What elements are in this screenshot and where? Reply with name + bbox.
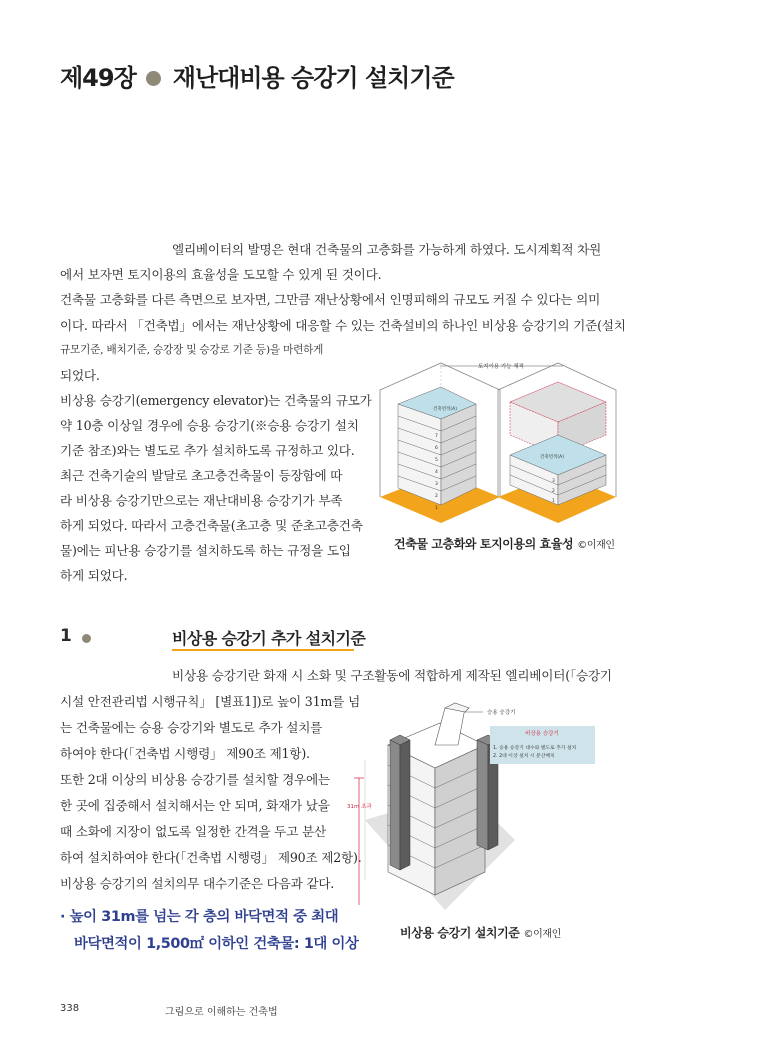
- section-line: 시설 안전관리법 시행규칙」 [별표1])로 높이 31m를 넘: [60, 694, 360, 709]
- floor-number: 4: [435, 470, 438, 475]
- floor-number: 5: [435, 458, 438, 463]
- section-line: 하여야 한다(「건축법 시행령」 제90조 제1항).: [60, 746, 310, 761]
- area-label: 건축면적(A): [433, 407, 457, 412]
- figure2-caption: [400, 924, 561, 941]
- tall-building-diagram: [380, 363, 500, 523]
- caption-text: 건축물 고층화와 토지이용의 효율성: [394, 537, 574, 551]
- floor-number: 3: [435, 482, 438, 487]
- floor-number: 3: [552, 479, 555, 484]
- intro-line: 규모기준, 배치기준, 승강장 및 승강로 기준 등)을 마련하게: [60, 344, 324, 356]
- intro-line: 하게 되었다. 따라서 고층건축물(초고층 및 준초고층건축: [60, 518, 363, 533]
- section-number: 1: [60, 626, 72, 646]
- intro-line: 하게 되었다.: [60, 568, 128, 583]
- intro-line: 최근 건축기술의 발달로 초고층건축물이 등장함에 따: [60, 468, 343, 483]
- passenger-elevator-label: 승용 승강기: [487, 710, 516, 716]
- floor-number: 1: [552, 499, 555, 504]
- intro-line: 기준 참조)와는 별도로 추가 설치하도록 규정하고 있다.: [60, 443, 355, 458]
- page-number: 338: [60, 1003, 80, 1014]
- legend-title: 비상용 승강기: [525, 731, 559, 737]
- title-dot-icon: [146, 71, 161, 86]
- wide-building-diagram: [498, 363, 616, 523]
- bullet-line: 바닥면적이 1,500㎡ 이하인 건축물: 1대 이상: [74, 936, 359, 952]
- intro-line: 약 10층 이상일 경우에 승용 승강기(※승용 승강기 설치: [60, 418, 359, 433]
- caption-credit: ©이재인: [523, 929, 561, 940]
- section-underline: [172, 649, 354, 651]
- intro-line: 물)에는 피난용 승강기를 설치하도록 하는 규정을 도입: [60, 543, 351, 558]
- chapter-heading: 재난대비용 승강기 설치기준: [172, 64, 454, 92]
- volume-label: 토지이용 가능 체적: [477, 364, 525, 370]
- floor-number: 1: [435, 506, 438, 511]
- floor-number: 6: [435, 446, 438, 451]
- intro-line: 건축물 고층화를 다른 측면으로 보자면, 그만큼 재난상황에서 인명피해의 규모도 커질 수 있다는 의미: [60, 292, 601, 307]
- section-line: 한 곳에 집중해서 설치해서는 안 되며, 화재가 났을: [60, 798, 330, 813]
- intro-line: 되었다.: [60, 368, 100, 383]
- height-label: 31m 초과: [347, 804, 372, 810]
- area-label: 건축면적(A): [540, 455, 564, 460]
- land-use-figure: [378, 355, 618, 530]
- emergency-elevator-figure: [345, 700, 600, 910]
- section-line: 때 소화에 지장이 없도록 일정한 간격을 두고 분산: [60, 824, 326, 839]
- bullet-line: · 높이 31m를 넘는 각 층의 바닥면적 중 최대: [60, 909, 339, 925]
- floor-number: 2: [552, 489, 555, 494]
- legend-line: 1. 승용 승강기 대수와 별도로 추가 설치: [493, 746, 577, 751]
- section-line: 또한 2대 이상의 비상용 승강기를 설치할 경우에는: [60, 772, 330, 787]
- intro-line: 라 비상용 승강기만으로는 재난대비용 승강기가 부족: [60, 493, 343, 508]
- floor-number: 2: [435, 494, 438, 499]
- intro-line: 이다. 따라서 「건축법」에서는 재난상황에 대응할 수 있는 건축설비의 하나인 비상용 승강기의 기준(설치: [60, 318, 626, 333]
- intro-line: 엘리베이터의 발명은 현대 건축물의 고층화를 가능하게 하였다. 도시계획적 차원: [172, 242, 602, 257]
- floor-number: 7: [435, 434, 438, 439]
- section-line: 는 건축물에는 승용 승강기와 별도로 추가 설치를: [60, 720, 323, 735]
- legend-line: 2. 2대 이상 설치 시 분산배치: [493, 754, 555, 759]
- chapter-number: 제49장: [60, 64, 136, 92]
- intro-line: 에서 보자면 토지이용의 효율성을 도모할 수 있게 된 것이다.: [60, 267, 382, 282]
- section-line: 비상용 승강기의 설치의무 대수기준은 다음과 같다.: [60, 876, 335, 891]
- section-line: 비상용 승강기란 화재 시 소화 및 구조활동에 적합하게 제작된 엘리베이터(「승강기: [172, 668, 612, 683]
- figure1-caption: [394, 535, 615, 552]
- section-title: 비상용 승강기 추가 설치기준: [172, 629, 366, 648]
- chapter-title: [60, 58, 454, 93]
- book-title: 그림으로 이해하는 건축법: [165, 1007, 278, 1018]
- caption-credit: ©이재인: [577, 540, 615, 551]
- intro-line: 비상용 승강기(emergency elevator)는 건축물의 규모가: [60, 393, 372, 408]
- section-line: 하여 설치하여야 한다(「건축법 시행령」 제90조 제2항).: [60, 850, 362, 865]
- caption-text: 비상용 승강기 설치기준: [400, 926, 520, 940]
- section-dot-icon: [82, 634, 91, 643]
